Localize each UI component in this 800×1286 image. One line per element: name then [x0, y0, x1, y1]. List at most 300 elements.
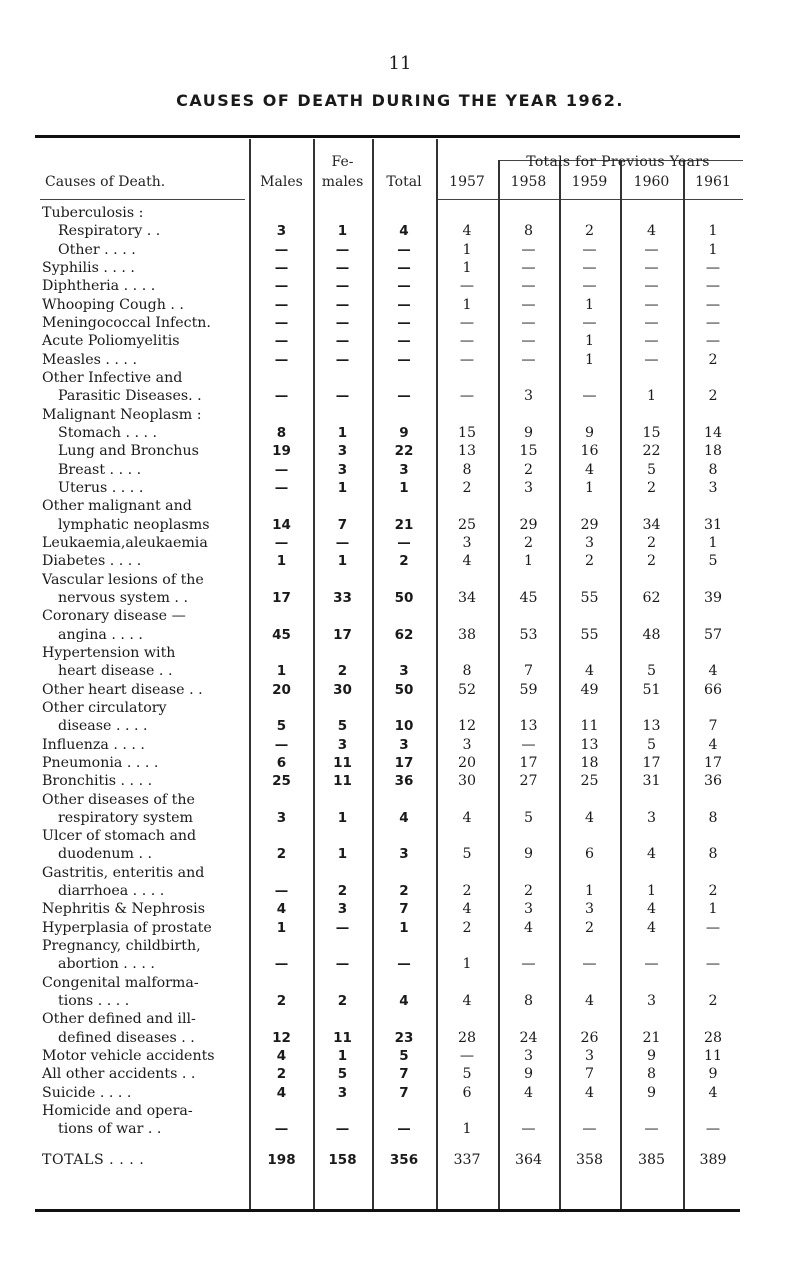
- cell-1960: —: [644, 278, 659, 295]
- cell-females: 30: [333, 681, 352, 698]
- cell-1961: —: [705, 314, 721, 331]
- cell-1961: 31: [703, 516, 723, 533]
- cause-label: Homicide and opera-: [42, 1103, 193, 1120]
- cell-1961: 66: [703, 681, 723, 698]
- table-row: [0, 919, 800, 937]
- cell-1960: —: [644, 241, 659, 258]
- cell-1958: 4: [523, 919, 534, 936]
- table-row: [0, 1102, 800, 1120]
- cell-1960: 22: [642, 443, 661, 460]
- cell-females: 2: [337, 883, 348, 900]
- cell-1958: 2: [523, 534, 534, 551]
- header-year: 1960: [633, 174, 670, 190]
- cell-1959: 3: [584, 534, 595, 551]
- cause-label: Diphtheria . . . .: [42, 278, 156, 295]
- header-cause: Causes of Death.: [45, 174, 166, 190]
- table-row: [0, 1084, 800, 1102]
- cell-females: —: [335, 333, 350, 350]
- cell-1957: 5: [462, 1066, 472, 1083]
- cell-females: 3: [337, 461, 348, 478]
- cell-1957: 8: [462, 461, 472, 478]
- table-row: [0, 882, 800, 900]
- cell-1959: 13: [580, 736, 599, 753]
- cell-1961: —: [705, 333, 721, 350]
- cell-males: 12: [272, 1029, 291, 1046]
- cell-1961: —: [705, 919, 721, 936]
- cell-1957: 13: [457, 443, 477, 460]
- cell-total: —: [397, 296, 411, 313]
- cell-1961: —: [705, 259, 721, 276]
- cell-males: —: [274, 388, 289, 405]
- cause-label: Pneumonia . . . .: [42, 754, 159, 771]
- cell-1961: 14: [703, 424, 723, 441]
- table-row: [0, 442, 800, 460]
- cell-1957: 5: [462, 846, 472, 863]
- page-number: 11: [388, 53, 412, 74]
- header-females-line2: males: [321, 174, 364, 190]
- cell-total: 3: [399, 461, 409, 478]
- table-row: [0, 681, 800, 699]
- cell-1957: 8: [462, 663, 472, 680]
- cell-females: —: [335, 259, 350, 276]
- cell-1958: —: [521, 333, 536, 350]
- cell-total: 50: [394, 589, 414, 606]
- cell-females: 3: [337, 443, 348, 460]
- cell-1957: 2: [462, 479, 472, 496]
- cause-label: Pregnancy, childbirth,: [42, 938, 201, 955]
- cell-1958: 1: [523, 553, 534, 570]
- cell-total: 7: [399, 1066, 409, 1083]
- cell-1960: 3: [646, 809, 657, 826]
- cell-total: 5: [399, 1048, 409, 1065]
- cell-1957: 12: [457, 718, 477, 735]
- cell-1958: 3: [523, 388, 534, 405]
- cell-1959: 11: [580, 718, 599, 735]
- cell-1959: 4: [584, 663, 595, 680]
- cell-total: 2: [399, 883, 409, 900]
- table-row: [0, 864, 800, 882]
- cell-total: 356: [389, 1151, 419, 1168]
- cell-1960: 15: [642, 424, 661, 441]
- cell-1958: —: [521, 1121, 536, 1138]
- cell-total: 4: [399, 223, 409, 240]
- table-row: [0, 1010, 800, 1028]
- cell-females: —: [335, 919, 350, 936]
- cell-1961: 39: [703, 589, 723, 606]
- cell-males: —: [274, 314, 289, 331]
- cell-1959: 1: [584, 883, 595, 900]
- table-row: [0, 222, 800, 240]
- cell-1959: —: [582, 1121, 597, 1138]
- table-row: [0, 534, 800, 552]
- cell-1960: 1: [646, 388, 657, 405]
- cause-label: Meningococcal Infectn.: [42, 314, 211, 331]
- cell-males: —: [274, 479, 289, 496]
- cell-1961: 36: [703, 773, 723, 790]
- table-row: [0, 717, 800, 735]
- cell-females: 3: [337, 736, 348, 753]
- cause-label: Suicide . . . .: [42, 1084, 132, 1101]
- cell-1961: 4: [708, 663, 718, 680]
- cell-total: 17: [394, 754, 414, 771]
- cell-females: —: [335, 534, 350, 551]
- cell-1960: 51: [642, 681, 661, 698]
- cause-label: Motor vehicle accidents: [42, 1048, 215, 1065]
- cause-label: Malignant Neoplasm :: [42, 406, 202, 423]
- table-row: [0, 314, 800, 332]
- table-row: [0, 955, 800, 973]
- cause-label: Other malignant and: [42, 498, 192, 515]
- cell-total: 2: [399, 553, 409, 570]
- cell-1959: 6: [584, 846, 595, 863]
- top-rule: [35, 135, 740, 138]
- cause-label: Congenital malforma-: [42, 974, 199, 991]
- cell-females: 1: [337, 424, 348, 441]
- cause-label: tions . . . .: [58, 993, 130, 1010]
- cell-1960: —: [644, 259, 659, 276]
- cause-label: heart disease . .: [58, 663, 173, 680]
- cell-1957: 4: [462, 553, 472, 570]
- cell-1958: 364: [514, 1151, 543, 1168]
- cell-1961: 11: [703, 1048, 723, 1065]
- cell-total: 9: [399, 424, 409, 441]
- cell-1957: —: [459, 388, 475, 405]
- table-row: [0, 772, 800, 790]
- cell-1958: 8: [523, 223, 534, 240]
- cell-1961: 18: [703, 443, 723, 460]
- cause-label: Parasitic Diseases. .: [58, 388, 202, 405]
- cell-total: 3: [399, 663, 409, 680]
- header-year: 1958: [510, 174, 547, 190]
- cause-label: All other accidents . .: [42, 1066, 196, 1083]
- cell-males: —: [274, 259, 289, 276]
- cell-1958: —: [521, 351, 536, 368]
- cell-1957: 38: [457, 626, 477, 643]
- table-row: [0, 791, 800, 809]
- cell-1959: 55: [580, 589, 599, 606]
- cell-males: 6: [276, 754, 287, 771]
- cause-label: Other defined and ill-: [42, 1011, 196, 1028]
- cell-1957: 28: [457, 1029, 477, 1046]
- cell-total: 23: [394, 1029, 414, 1046]
- cell-females: 11: [333, 754, 352, 771]
- cell-total: —: [397, 351, 411, 368]
- cause-label: Lung and Bronchus: [58, 443, 199, 460]
- cell-1959: 25: [580, 773, 599, 790]
- cell-1957: 15: [457, 424, 477, 441]
- cell-1960: 3: [646, 993, 657, 1010]
- table-row: [0, 332, 800, 350]
- cell-1957: 4: [462, 993, 472, 1010]
- cell-1960: 9: [646, 1084, 657, 1101]
- cell-females: —: [335, 296, 350, 313]
- table-row: [0, 387, 800, 405]
- cause-label: Stomach . . . .: [58, 424, 158, 441]
- cell-females: —: [335, 314, 350, 331]
- cause-label: Whooping Cough . .: [42, 296, 184, 313]
- cause-label: respiratory system: [58, 809, 193, 826]
- cell-total: 4: [399, 993, 409, 1010]
- cell-1958: 27: [519, 773, 538, 790]
- table-row: [0, 259, 800, 277]
- cell-1959: 49: [580, 681, 599, 698]
- cause-label: Acute Poliomyelitis: [42, 333, 180, 350]
- cell-1957: 34: [457, 589, 477, 606]
- cell-1961: 1: [708, 534, 718, 551]
- table-row: [0, 644, 800, 662]
- table-row: [0, 974, 800, 992]
- cell-1958: 2: [523, 883, 534, 900]
- table-row: [0, 827, 800, 845]
- cell-males: 4: [276, 901, 287, 918]
- cell-total: 36: [394, 773, 414, 790]
- cell-females: 11: [333, 773, 352, 790]
- cell-1961: 4: [708, 1084, 718, 1101]
- cell-1960: 31: [642, 773, 661, 790]
- cell-females: —: [335, 351, 350, 368]
- cause-label: nervous system . .: [58, 589, 188, 606]
- cell-total: 1: [399, 479, 409, 496]
- cell-total: 62: [394, 626, 414, 643]
- cell-1961: 9: [708, 1066, 718, 1083]
- cell-1961: 17: [703, 754, 723, 771]
- cell-1959: 4: [584, 1084, 595, 1101]
- cause-label: Other . . . .: [58, 241, 136, 258]
- table-row: [0, 699, 800, 717]
- header-year: 1957: [449, 174, 485, 190]
- cell-males: 2: [276, 993, 287, 1010]
- table-row: [0, 754, 800, 772]
- cell-1960: 21: [642, 1029, 661, 1046]
- cell-males: —: [274, 296, 289, 313]
- cause-label: Diabetes . . . .: [42, 553, 142, 570]
- cell-1958: 45: [519, 589, 538, 606]
- cell-1959: 1: [584, 479, 595, 496]
- cell-total: —: [397, 1121, 411, 1138]
- cell-females: 1: [337, 223, 348, 240]
- cause-label: Ulcer of stomach and: [42, 828, 197, 845]
- cell-1959: 2: [584, 223, 595, 240]
- cell-1961: 1: [708, 223, 718, 240]
- causes-table-body: [0, 204, 800, 1169]
- cell-1960: —: [644, 314, 659, 331]
- cell-1961: 1: [708, 241, 718, 258]
- cell-1961: 28: [703, 1029, 723, 1046]
- cell-1961: —: [705, 956, 721, 973]
- cell-1957: —: [459, 314, 475, 331]
- cell-1959: 1: [584, 351, 595, 368]
- cell-1960: —: [644, 333, 659, 350]
- table-row: [0, 937, 800, 955]
- cell-males: 198: [267, 1151, 296, 1168]
- cell-1958: 2: [523, 461, 534, 478]
- header-previous-years: Totals for Previous Years: [526, 154, 710, 170]
- cell-total: —: [397, 259, 411, 276]
- cell-1961: 8: [708, 846, 718, 863]
- cell-1958: —: [521, 259, 536, 276]
- cell-1957: 6: [462, 1084, 472, 1101]
- cell-1957: 20: [457, 754, 477, 771]
- table-row: [0, 992, 800, 1010]
- cause-label: Other circulatory: [42, 699, 167, 716]
- cell-males: 1: [276, 553, 287, 570]
- cell-total: 1: [399, 919, 409, 936]
- cell-1961: 4: [708, 736, 718, 753]
- cell-1958: —: [521, 736, 536, 753]
- header-total: Total: [386, 174, 422, 190]
- cell-1958: 24: [519, 1029, 538, 1046]
- cell-1959: —: [582, 259, 597, 276]
- cell-females: 33: [333, 589, 352, 606]
- cell-1961: 2: [708, 993, 718, 1010]
- cell-1959: 358: [575, 1151, 604, 1168]
- cell-1959: 18: [580, 754, 599, 771]
- cell-males: 8: [276, 424, 287, 441]
- cell-females: 11: [333, 1029, 352, 1046]
- header-males: Males: [260, 174, 303, 190]
- cause-label: Vascular lesions of the: [42, 571, 204, 588]
- cell-1960: 5: [646, 663, 657, 680]
- header-underline-years: [436, 199, 743, 200]
- cause-label: Influenza . . . .: [42, 736, 145, 753]
- cell-1959: 9: [584, 424, 595, 441]
- cell-total: 21: [394, 516, 414, 533]
- cause-label: duodenum . .: [58, 846, 153, 863]
- cell-1957: 1: [462, 956, 472, 973]
- cell-males: —: [274, 534, 289, 551]
- cell-1960: 4: [646, 223, 657, 240]
- cell-1961: 8: [708, 461, 718, 478]
- cause-label: defined diseases . .: [58, 1029, 195, 1046]
- cell-1957: 2: [462, 919, 472, 936]
- cell-total: 3: [399, 736, 409, 753]
- cell-1960: 62: [642, 589, 661, 606]
- cause-label: Bronchitis . . . .: [42, 773, 153, 790]
- cell-1960: 5: [646, 736, 657, 753]
- cause-label: lymphatic neoplasms: [58, 516, 210, 533]
- cell-females: 3: [337, 1084, 348, 1101]
- cell-1959: 1: [584, 333, 595, 350]
- cell-males: —: [274, 736, 289, 753]
- cell-1960: 4: [646, 846, 657, 863]
- totals-row: [0, 1151, 800, 1169]
- cause-label: angina . . . .: [58, 626, 143, 643]
- cell-males: 25: [272, 773, 291, 790]
- cause-label: Tuberculosis :: [42, 205, 144, 221]
- table-row: [0, 497, 800, 515]
- table-row: [0, 845, 800, 863]
- cell-1959: 3: [584, 901, 595, 918]
- cell-1961: —: [705, 296, 721, 313]
- cell-1957: 1: [462, 296, 472, 313]
- cell-females: 17: [333, 626, 352, 643]
- cell-1957: 4: [462, 809, 472, 826]
- cell-1958: 3: [523, 901, 534, 918]
- table-row: [0, 204, 800, 222]
- table-row: [0, 662, 800, 680]
- cause-label: Leukaemia,aleukaemia: [42, 534, 208, 551]
- cell-1961: —: [705, 1121, 721, 1138]
- cell-1958: 17: [519, 754, 538, 771]
- cell-males: 1: [276, 663, 287, 680]
- cause-label: Uterus . . . .: [58, 479, 144, 496]
- cell-males: —: [274, 278, 289, 295]
- cell-total: —: [397, 388, 411, 405]
- cell-1959: —: [582, 278, 597, 295]
- cell-males: 14: [272, 516, 291, 533]
- cause-label: tions of war . .: [58, 1121, 162, 1138]
- cell-females: 7: [337, 516, 348, 533]
- cell-1958: 3: [523, 1048, 534, 1065]
- cell-1957: —: [459, 1048, 475, 1065]
- table-row: [0, 351, 800, 369]
- cell-1960: 4: [646, 901, 657, 918]
- cell-females: 1: [337, 846, 348, 863]
- cell-females: 2: [337, 993, 348, 1010]
- cause-label: Measles . . . .: [42, 351, 137, 368]
- cell-1958: —: [521, 296, 536, 313]
- cell-females: 3: [337, 901, 348, 918]
- cell-females: 2: [337, 663, 348, 680]
- cause-label: Respiratory . .: [58, 223, 161, 240]
- cell-1960: 9: [646, 1048, 657, 1065]
- cell-1959: 4: [584, 809, 595, 826]
- cell-1959: 2: [584, 919, 595, 936]
- cell-1959: 29: [580, 516, 599, 533]
- cell-1957: 1: [462, 259, 472, 276]
- cell-total: 22: [394, 443, 414, 460]
- cell-1957: 3: [462, 736, 472, 753]
- table-row: [0, 1047, 800, 1065]
- header-females-line1: Fe-: [331, 154, 354, 170]
- cell-1958: 59: [519, 681, 538, 698]
- cell-1958: 29: [519, 516, 538, 533]
- table-row: [0, 809, 800, 827]
- cell-1959: 1: [584, 296, 595, 313]
- cell-1961: 57: [703, 626, 723, 643]
- cell-1961: —: [705, 278, 721, 295]
- cause-label: Other heart disease . .: [42, 681, 203, 698]
- cell-1958: —: [521, 956, 536, 973]
- cell-1959: —: [582, 388, 597, 405]
- cell-1958: 3: [523, 479, 534, 496]
- cause-label: Syphilis . . . .: [42, 259, 135, 276]
- cell-males: —: [274, 956, 289, 973]
- cell-1961: 2: [708, 883, 718, 900]
- cause-label: abortion . . . .: [58, 956, 155, 973]
- cell-males: —: [274, 333, 289, 350]
- cell-males: 2: [276, 1066, 287, 1083]
- cell-1961: 389: [699, 1151, 727, 1168]
- cell-males: —: [274, 883, 289, 900]
- cell-1958: 13: [519, 718, 538, 735]
- cell-1961: 1: [708, 901, 718, 918]
- cell-1960: 4: [646, 919, 657, 936]
- cell-1957: —: [459, 333, 475, 350]
- cell-1958: 8: [523, 993, 534, 1010]
- table-row: [0, 479, 800, 497]
- table-row: [0, 241, 800, 259]
- cell-1959: 3: [584, 1048, 595, 1065]
- cell-1961: 3: [708, 479, 718, 496]
- cell-1960: 2: [646, 534, 657, 551]
- cell-1959: 4: [584, 993, 595, 1010]
- cell-1958: —: [521, 241, 536, 258]
- cell-1957: 4: [462, 223, 472, 240]
- cell-1959: 4: [584, 461, 595, 478]
- cell-1960: 2: [646, 479, 657, 496]
- cell-1958: 4: [523, 1084, 534, 1101]
